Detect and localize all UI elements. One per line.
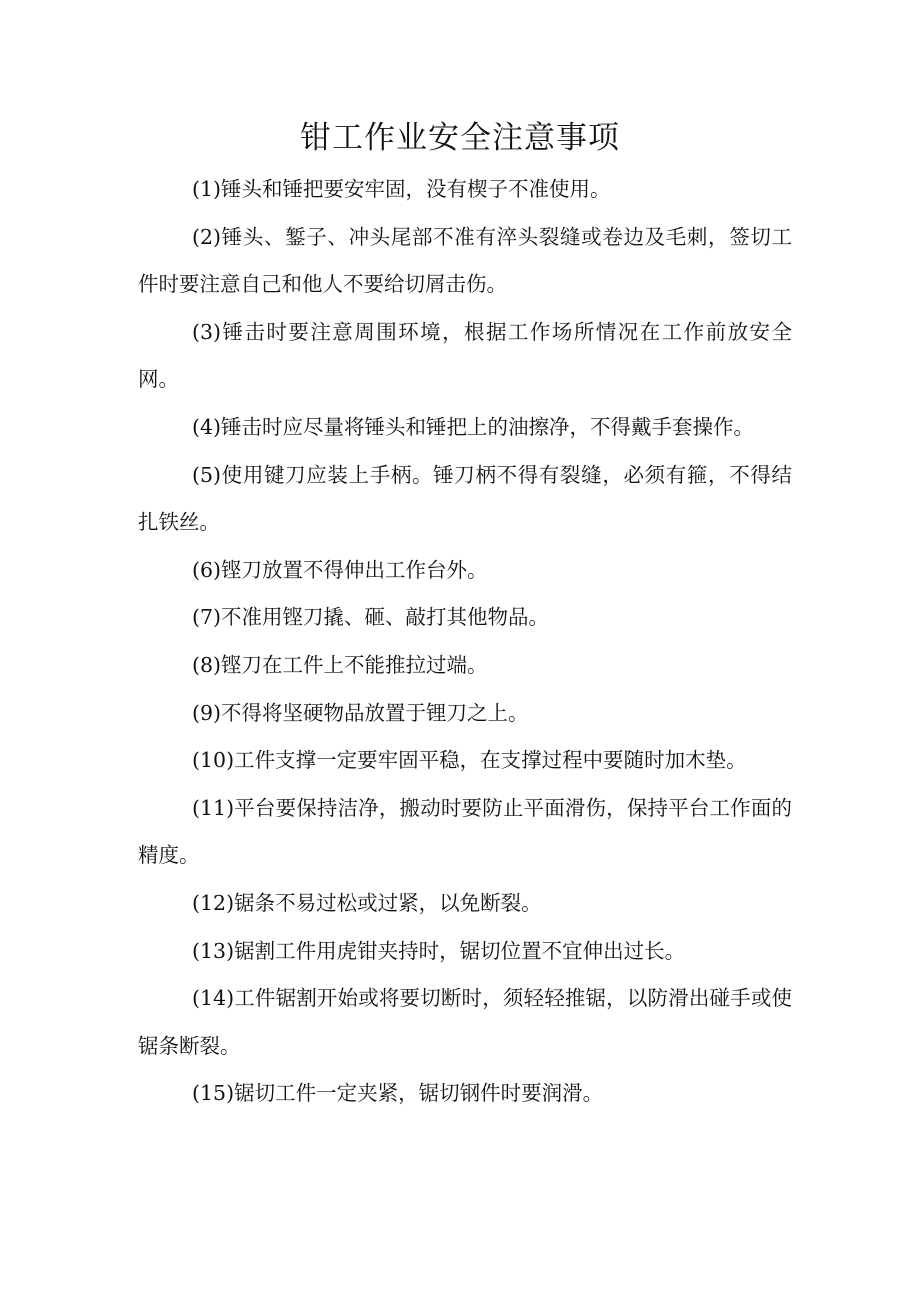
paragraph-6: (6)铿刀放置不得伸出工作台外。 (192, 557, 488, 582)
paragraph-3: (3)锤击时要注意周围环境，根据工作场所情况在工作前放安全网。 (138, 319, 792, 392)
paragraph-7: (7)不准用铿刀撬、砸、敲打其他物品。 (192, 605, 550, 630)
paragraph-15: (15)锯切工件一定夹紧，锯切钢件时要润滑。 (192, 1081, 604, 1106)
document-body (138, 166, 792, 1118)
paragraph-2: (2)锤头、錾子、冲头尾部不准有淬头裂缝或卷边及毛刺，签切工件时要注意自己和他人不要给切屑击伤。 (138, 224, 792, 297)
paragraph-9: (9)不得将坚硬物品放置于锂刀之上。 (192, 700, 529, 725)
paragraph-12: (12)锯条不易过松或过紧，以免断裂。 (192, 890, 542, 915)
paragraph-11: (11)平台要保持洁净，搬动时要防止平面滑伤，保持平台工作面的精度。 (138, 795, 792, 868)
paragraph-5: (5)使用键刀应装上手柄。锤刀柄不得有裂缝，必须有箍，不得结扎铁丝。 (138, 462, 792, 535)
paragraph-4: (4)锤击时应尽量将锤头和锤把上的油擦净，不得戴手套操作。 (192, 414, 755, 439)
document-title: 钳工作业安全注意事项 (300, 120, 620, 156)
paragraph-14: (14)工件锯割开始或将要切断时，须轻轻推锯，以防滑出碰手或使锯条断裂。 (138, 986, 792, 1058)
paragraph-10: (10)工件支撑一定要牢固平稳，在支撑过程中要随时加木垫。 (192, 748, 747, 773)
paragraph-13: (13)锯割工件用虎钳夹持时，锯切位置不宜伸出过长。 (192, 938, 686, 963)
paragraph-8: (8)铿刀在工件上不能推拉过端。 (192, 652, 488, 677)
paragraph-1: (1)锤头和锤把要安牢固，没有楔子不准使用。 (192, 177, 611, 201)
